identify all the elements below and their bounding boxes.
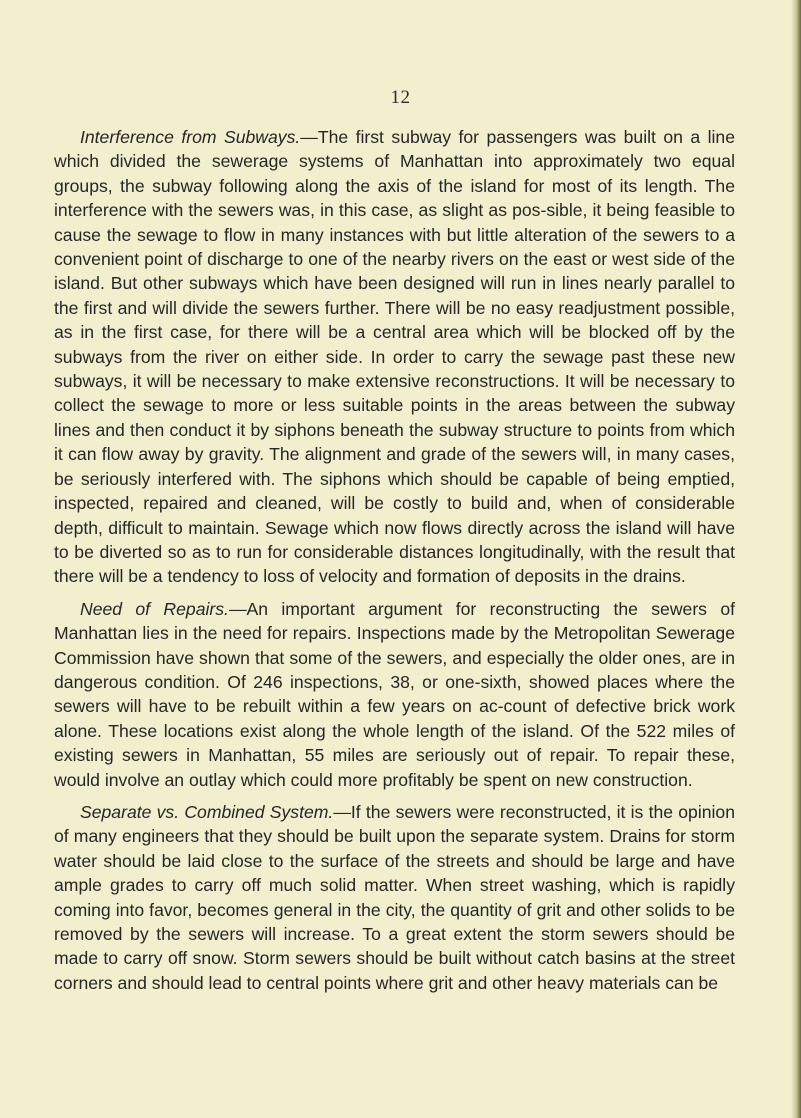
- page-edge-shadow: [791, 0, 801, 1118]
- paragraph-heading: Interference from Subways.: [80, 127, 301, 147]
- paragraph-text: —If the sewers were reconstructed, it is the opinion of many engineers that they should be built upon the separate system. Drains for storm water should be laid close to the surface of the streets and should be large and have ample grades to carry off much solid matter. When street washing, which is rapidly coming into favor, becomes general in the city, the quantity of grit and other solids to be removed by the sewers will increase. To a great extent the storm sewers should be made to carry off snow. Storm sewers should be built without catch basins at the street corners and should lead to central points where grit and other heavy materials can be: [54, 801, 735, 993]
- paragraph-heading: Need of Repairs.: [80, 598, 229, 619]
- paragraph-text: —The first subway for passengers was built on a line which divided the sewerage systems of Manhattan into approximately two equal groups, the subway following along the axis of the island for most of its length. The interference with the sewers was, in this case, as slight as pos-sible, it being feasible to cause the sewage to flow in many instances with but little alteration of the sewers to a convenient point of discharge to one of the nearby rivers on the east or west side of the island. But other subways which have been designed will run in lines nearly parallel to the first and will divide the sewers further. There will be no easy readjustment possible, as in the first case, for there will be a central area which will be blocked off by the subways from the river on either side. In order to carry the sewage past these new subways, it will be necessary to make extensive reconstructions. It will be necessary to collect the sewage to more or less suitable points in the areas between the subway lines and then conduct it by siphons beneath the subway structure to points from which it can flow away by gravity. The alignment and grade of the sewers will, in many cases, be seriously interfered with. The siphons which should be capable of being emptied, inspected, repaired and cleaned, will be costly to build and, when of considerable depth, difficult to maintain. Sewage which now flows directly across the island will have to be diverted so as to run for considerable distances longitudinally, with the result that there will be a tendency to loss of velocity and formation of deposits in the drains.: [54, 127, 735, 587]
- paragraph-heading: Separate vs. Combined System.: [80, 801, 334, 822]
- paragraph-text: —An important argument for reconstructing the sewers of Manhattan lies in the need for repairs. Inspections made by the Metropolitan Sewerage Commission have shown that some of the sewers, and especially the older ones, are in dangerous condition. Of 246 inspections, 38, or one-sixth, showed places where the sewers will have to be rebuilt within a few years on ac-count of defective brick work alone. These locations exist along the whole length of the island. Of the 522 miles of existing sewers in Manhattan, 55 miles are seriously out of repair. To repair these, would involve an outlay which could more profitably be spent on new construction.: [54, 598, 735, 790]
- paragraph-interference-from-subways: [54, 125, 735, 589]
- page-number: 12: [390, 87, 411, 108]
- paragraph-separate-vs-combined: [54, 800, 735, 995]
- paragraph-need-of-repairs: [54, 597, 735, 792]
- body-text: [54, 125, 735, 1003]
